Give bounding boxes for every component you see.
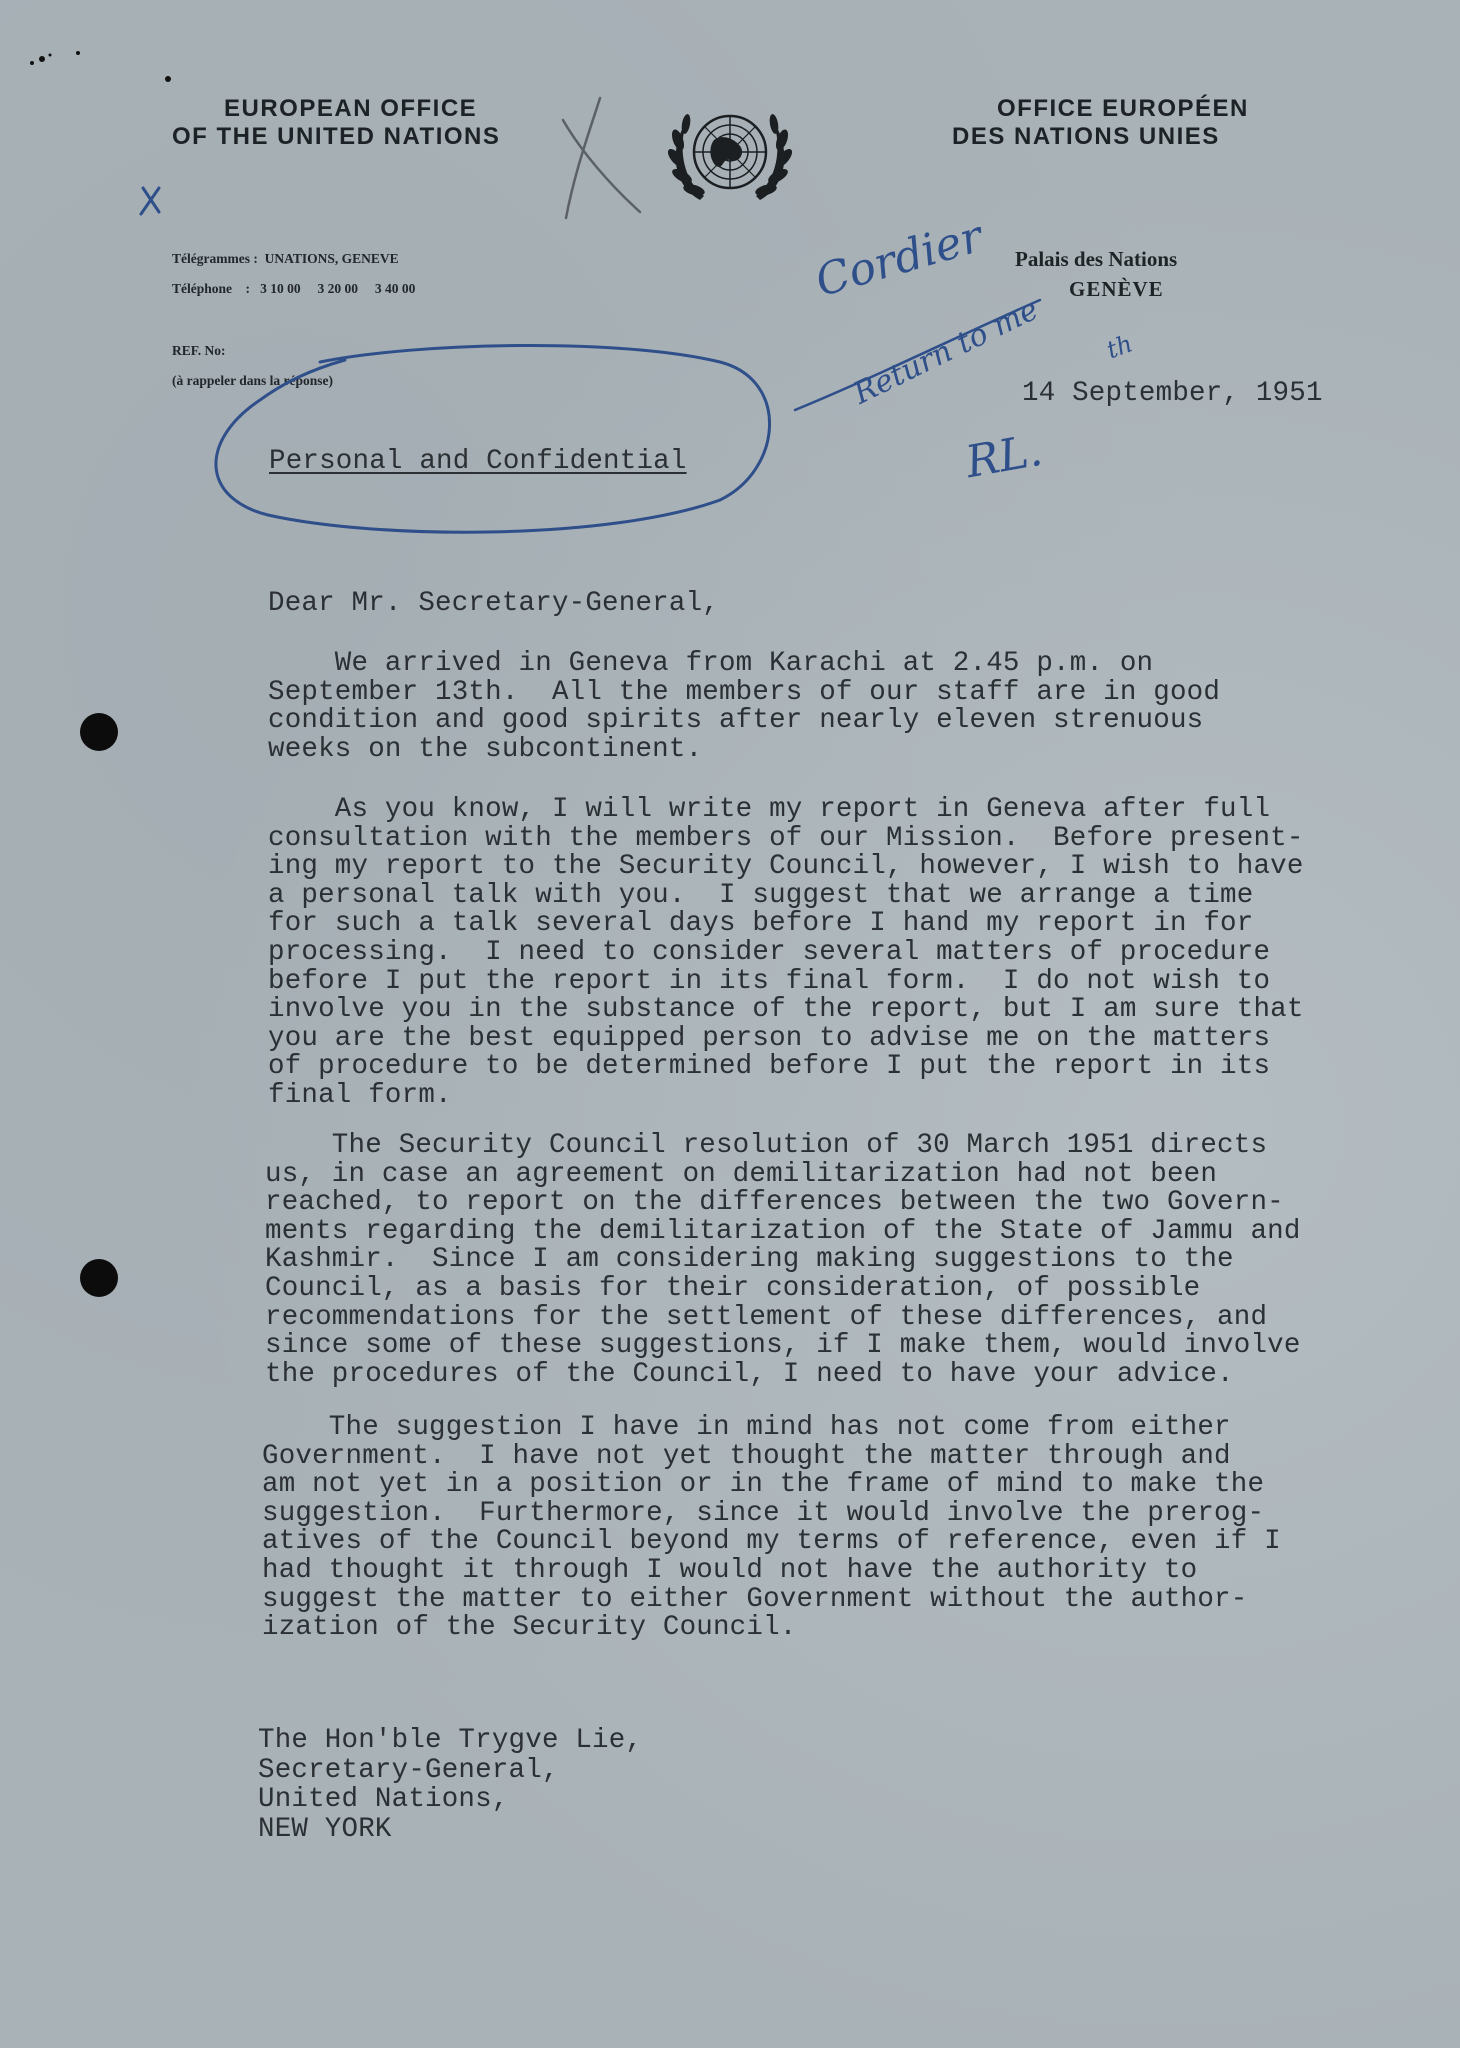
telephone-line: Téléphone : 3 10 00 3 20 00 3 40 00: [172, 281, 416, 296]
paragraph-line: suggestion. Furthermore, since it would involve the prerog-: [262, 1497, 1265, 1529]
handwritten-cordier: Cordier: [810, 211, 988, 308]
letterhead-right-line1: OFFICE EUROPÉEN: [997, 95, 1249, 122]
paragraph-line: involve you in the substance of the report, but I am sure that: [268, 994, 1304, 1026]
classification-label: Personal and Confidential: [269, 446, 687, 477]
paragraph-line: had thought it through I would not have the authority to: [262, 1554, 1198, 1586]
letterhead-left-line1: EUROPEAN OFFICE: [224, 95, 478, 122]
letterhead-left-line2: OF THE UNITED NATIONS: [172, 123, 501, 150]
paragraph-line: atives of the Council beyond my terms of reference, even if I: [262, 1526, 1281, 1558]
paragraph-line: We arrived in Geneva from Karachi at 2.45 p.m. on: [268, 648, 1154, 679]
letter-date: 14 September, 1951: [1022, 378, 1323, 409]
paragraph-line: us, in case an agreement on demilitarization had not been: [265, 1158, 1218, 1190]
paragraph-line: reached, to report on the differences between the two Govern-: [265, 1187, 1284, 1219]
paragraph-line: consultation with the members of our Mission. Before present-: [268, 822, 1304, 854]
paragraph-line: the procedures of the Council, I need to have your advice.: [265, 1358, 1234, 1390]
paragraph-line: Council, as a basis for their consideration, of possible: [265, 1272, 1201, 1304]
paragraph-line: As you know, I will write my report in Geneva after full: [268, 794, 1271, 825]
paragraph-line: Government. I have not yet thought the matter through and: [262, 1440, 1231, 1472]
paragraph-line: before I put the report in its final form. I do not wish to: [268, 965, 1271, 997]
ref-label: REF. No:: [172, 343, 226, 358]
addressee-block: [258, 1726, 642, 1844]
paragraph-line: of procedure to be determined before I put the report in its: [268, 1051, 1271, 1083]
paragraph-line: ments regarding the demilitarization of the State of Jammu and: [265, 1215, 1301, 1247]
paragraph-1: [268, 650, 1220, 764]
paragraph-line: weeks on the subcontinent.: [268, 733, 703, 765]
paragraph-line: a personal talk with you. I suggest that we arrange a time: [268, 879, 1254, 911]
punch-hole-lower: [80, 1259, 118, 1297]
paragraph-line: you are the best equipped person to advise me on the matters: [268, 1022, 1271, 1054]
salutation: Dear Mr. Secretary-General,: [268, 588, 719, 619]
paragraph-line: ing my report to the Security Council, however, I wish to have: [268, 851, 1304, 883]
paragraph-line: processing. I need to consider several matters of procedure: [268, 936, 1271, 968]
paragraph-line: ization of the Security Council.: [262, 1612, 797, 1644]
paragraph-line: final form.: [268, 1079, 452, 1111]
paragraph-line: The suggestion I have in mind has not come from either: [262, 1412, 1231, 1443]
paragraph-line: recommendations for the settlement of these differences, and: [265, 1301, 1268, 1333]
ref-note: (à rappeler dans la réponse): [172, 373, 333, 388]
handwritten-initials: RL.: [962, 424, 1047, 489]
paragraph-line: The Security Council resolution of 30 March 1951 directs: [265, 1130, 1268, 1161]
paragraph-2: [268, 796, 1304, 1111]
telegrammes-line: Télégrammes : UNATIONS, GENEVE: [172, 251, 399, 266]
paragraph-line: suggest the matter to either Government without the author-: [262, 1583, 1248, 1615]
addressee-line: Secretary-General,: [258, 1754, 559, 1786]
addressee-line: NEW YORK: [258, 1813, 392, 1845]
paragraph-3: [265, 1132, 1301, 1389]
paragraph-line: for such a talk several days before I hand my report in for: [268, 908, 1254, 940]
addressee-line: United Nations,: [258, 1784, 509, 1815]
paragraph-line: am not yet in a position or in the frame of mind to make the: [262, 1469, 1265, 1501]
handwritten-return-note: Return to me: [848, 291, 1044, 412]
paragraph-line: condition and good spirits after nearly eleven strenuous: [268, 705, 1204, 737]
paragraph-line: since some of these suggestions, if I make them, would involve: [265, 1330, 1301, 1362]
addressee-line: The Hon'ble Trygve Lie,: [258, 1725, 643, 1756]
handwritten-superscript: th: [1103, 329, 1137, 365]
paragraph-4: [262, 1414, 1281, 1643]
address-line1: Palais des Nations: [1015, 247, 1178, 271]
paragraph-line: Kashmir. Since I am considering making suggestions to the: [265, 1244, 1234, 1276]
paper-specks: [20, 45, 180, 85]
un-emblem-icon: [664, 100, 796, 212]
address-line2: GENÈVE: [1069, 277, 1164, 301]
letterhead-right-line2: DES NATIONS UNIES: [952, 123, 1220, 150]
punch-hole-upper: [80, 713, 118, 751]
paragraph-line: September 13th. All the members of our staff are in good: [268, 676, 1221, 708]
